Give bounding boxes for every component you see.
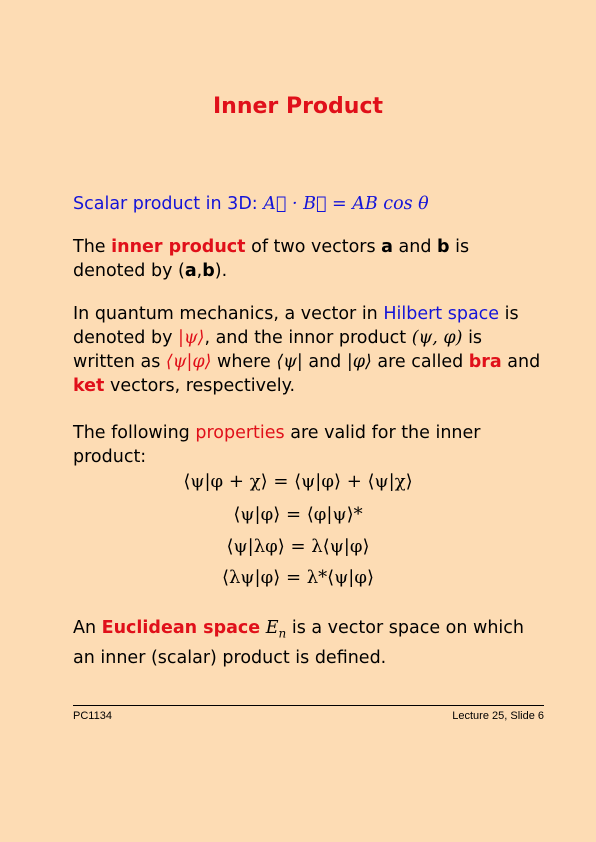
equation-scalar-ket: ⟨ψ|λφ⟩ = λ⟨ψ|φ⟩ [226, 536, 370, 557]
vector-b: b [437, 237, 450, 257]
euclid-subscript: n [278, 626, 287, 641]
ket-phi: |φ⟩ [346, 352, 372, 372]
vector-a-2: a [184, 261, 197, 281]
footer-course: PC1134 [73, 710, 112, 722]
euclid-symbol: E [265, 618, 279, 638]
qm-text-9: vectors, respectively. [104, 376, 296, 396]
scalar-label: Scalar product in 3D: [73, 194, 264, 214]
euclidean-paragraph [73, 616, 543, 670]
props-text-1: The following [73, 423, 196, 443]
bra-term: bra [468, 352, 502, 372]
inner-text-2: of two vectors [245, 237, 382, 257]
vector-b-2: b [202, 261, 215, 281]
scalar-product-line [73, 192, 543, 216]
euclidean-space-term: Euclidean space [101, 618, 261, 638]
inner-product-term: inner product [111, 237, 246, 257]
equation-scalar-bra: ⟨λψ|φ⟩ = λ*⟨ψ|φ⟩ [222, 567, 374, 588]
euclid-text-1: An [73, 618, 102, 638]
inner-text-4: is denoted by ( [73, 237, 470, 281]
hilbert-space-term: Hilbert space [383, 304, 500, 324]
inner-text-5: ). [214, 261, 228, 281]
inner-text-3: and [392, 237, 438, 257]
properties-paragraph [73, 421, 543, 469]
props-text-2: are valid for the inner product: [73, 423, 481, 467]
qm-text-8: and [501, 352, 541, 372]
bra-psi: ⟨ψ| [276, 352, 303, 372]
inner-product-paragraph [73, 235, 543, 283]
equation-linearity: ⟨ψ|φ + χ⟩ = ⟨ψ|φ⟩ + ⟨ψ|χ⟩ [183, 471, 413, 492]
footer-rule [73, 705, 544, 706]
qm-text-2: is denoted by [73, 304, 519, 348]
quantum-paragraph [73, 302, 543, 398]
qm-text-3: , and the innor product [204, 328, 412, 348]
slide-title: Inner Product [213, 94, 383, 119]
inner-comma: , [196, 261, 203, 281]
braket-psi-phi: ⟨ψ|φ⟩ [165, 352, 212, 372]
ket-term: ket [73, 376, 105, 396]
properties-term: properties [195, 423, 285, 443]
scalar-formula: A⃗ · B⃗ = AB cos θ [263, 194, 429, 214]
euclid-text-3: is a vector space on which an inner (scalar) product is defined. [73, 618, 524, 668]
equation-conjugate-symmetry: ⟨ψ|φ⟩ = ⟨φ|ψ⟩* [233, 504, 363, 525]
qm-text-5: where [211, 352, 277, 372]
qm-text-4: is written as [73, 328, 483, 372]
qm-text-6: and [302, 352, 347, 372]
qm-text-1: In quantum mechanics, a vector in [73, 304, 384, 324]
vector-a: a [381, 237, 393, 257]
inner-text-1: The [73, 237, 112, 257]
pair-psi-phi: (ψ, φ) [411, 328, 463, 348]
qm-text-7: are called [371, 352, 469, 372]
footer-slide-number: Lecture 25, Slide 6 [452, 710, 544, 722]
ket-psi: |ψ⟩ [178, 328, 205, 348]
